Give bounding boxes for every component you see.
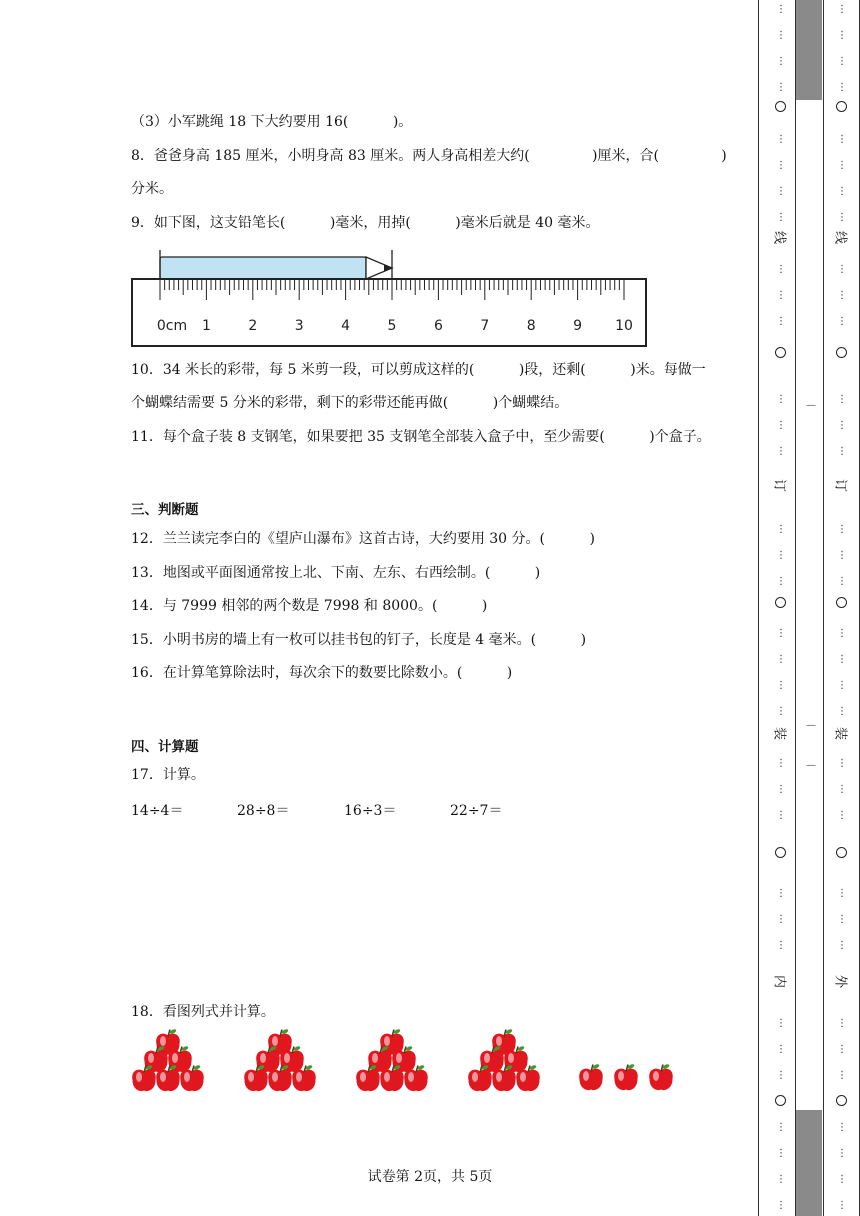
binding-column-inner <box>772 0 790 1216</box>
ruler-number-label: 4 <box>341 318 351 334</box>
binding-dots: ⋮ <box>837 1044 847 1055</box>
ruler-number-label: 3 <box>294 318 304 334</box>
binding-circle-icon <box>836 597 847 608</box>
binding-dash: — <box>806 760 816 771</box>
binding-dots: ⋮ <box>837 784 847 795</box>
binding-dots: ⋮ <box>837 524 847 535</box>
question-16: 16．在计算笔算除法时，每次余下的数要比除数小。( ) <box>131 665 513 681</box>
question-10-line2: 个蝴蝶结需要 5 分米的彩带，剩下的彩带还能再做( )个蝴蝶结。 <box>131 395 569 411</box>
binding-dots: ⋮ <box>776 758 786 769</box>
binding-circle-icon <box>836 347 847 358</box>
binding-dots: ⋮ <box>776 784 786 795</box>
binding-dots: ⋮ <box>837 264 847 275</box>
binding-dots: ⋮ <box>776 810 786 821</box>
binding-dots: ⋮ <box>837 706 847 717</box>
binding-circle-icon <box>836 1095 847 1106</box>
question-11: 11．每个盒子装 8 支钢笔，如果要把 35 支钢笔全部装入盒子中，至少需要( )个盒子。 <box>131 429 711 445</box>
binding-dots: ⋮ <box>776 1044 786 1055</box>
binding-dots: ⋮ <box>837 1122 847 1133</box>
binding-dots: ⋮ <box>776 680 786 691</box>
question-12: 12．兰兰读完李白的《望庐山瀑布》这首古诗，大约要用 30 分。( ) <box>131 531 595 547</box>
ruler-figure <box>130 248 650 348</box>
binding-dash: — <box>806 400 816 411</box>
binding-inner-border <box>795 0 824 1216</box>
binding-dots: ⋮ <box>837 420 847 431</box>
ruler-unit-label: 0cm <box>156 318 188 334</box>
binding-dots: ⋮ <box>776 1200 786 1211</box>
binding-dots: ⋮ <box>837 446 847 457</box>
binding-dots: ⋮ <box>776 940 786 951</box>
binding-circle-icon <box>836 101 847 112</box>
binding-dots: ⋮ <box>776 134 786 145</box>
ruler-number-label: 10 <box>615 318 633 334</box>
binding-dots: ⋮ <box>776 1174 786 1185</box>
binding-dots: ⋮ <box>776 446 786 457</box>
binding-dots: ⋮ <box>776 1070 786 1081</box>
apple-icon <box>649 1063 673 1090</box>
ruler-diagram <box>130 248 650 348</box>
binding-dots: ⋮ <box>837 1174 847 1185</box>
binding-circle-icon <box>775 101 786 112</box>
question-7-3: （3）小军跳绳 18 下大约要用 16( )。 <box>131 114 413 130</box>
binding-dots: ⋮ <box>837 212 847 223</box>
binding-dots: ⋮ <box>837 628 847 639</box>
question-10-line1: 10．34 米长的彩带，每 5 米剪一段，可以剪成这样的( )段，还剩( )米。每做一 <box>131 362 706 378</box>
binding-label-inner-3: 内 <box>771 974 787 988</box>
section-4-title: 四、计算题 <box>131 739 199 755</box>
binding-column-outer <box>833 0 851 1216</box>
binding-dots: ⋮ <box>776 420 786 431</box>
calc-item-2: 28÷8＝ <box>237 803 290 819</box>
binding-circle-icon <box>775 597 786 608</box>
binding-dots: ⋮ <box>776 550 786 561</box>
binding-dots: ⋮ <box>776 1122 786 1133</box>
binding-dots: ⋮ <box>776 576 786 587</box>
binding-dots: ⋮ <box>837 576 847 587</box>
binding-dots: ⋮ <box>776 212 786 223</box>
binding-dots: ⋮ <box>837 290 847 301</box>
ruler-number-label: 9 <box>573 318 583 334</box>
binding-dots: ⋮ <box>837 914 847 925</box>
binding-dots: ⋮ <box>776 4 786 15</box>
binding-dots: ⋮ <box>837 888 847 899</box>
binding-circle-icon <box>775 847 786 858</box>
ruler-number-label: 2 <box>248 318 258 334</box>
binding-dots: ⋮ <box>776 706 786 717</box>
binding-dots: ⋮ <box>837 394 847 405</box>
binding-dots: ⋮ <box>837 550 847 561</box>
calc-item-4: 22÷7＝ <box>450 803 503 819</box>
binding-dots: ⋮ <box>837 1018 847 1029</box>
page-footer: 试卷第 2页，共 5页 <box>367 1169 493 1185</box>
binding-dots: ⋮ <box>776 628 786 639</box>
binding-dots: ⋮ <box>837 134 847 145</box>
question-8-line1: 8．爸爸身高 185 厘米，小明身高 83 厘米。两人身高相差大约( )厘米，合( ) <box>131 148 727 164</box>
binding-dots: ⋮ <box>837 758 847 769</box>
binding-label-outer-0: 线 <box>832 230 848 244</box>
binding-dots: ⋮ <box>776 888 786 899</box>
binding-dots: ⋮ <box>837 810 847 821</box>
binding-dash: — <box>806 720 816 731</box>
pencil-drawing <box>160 257 392 279</box>
binding-dots: ⋮ <box>776 30 786 41</box>
binding-dots: ⋮ <box>776 524 786 535</box>
binding-dots: ⋮ <box>837 1200 847 1211</box>
binding-dots: ⋮ <box>776 316 786 327</box>
binding-dots: ⋮ <box>776 654 786 665</box>
binding-dots: ⋮ <box>776 160 786 171</box>
apple-icon <box>579 1063 603 1090</box>
binding-dots: ⋮ <box>837 56 847 67</box>
binding-dots: ⋮ <box>837 186 847 197</box>
binding-dots: ⋮ <box>837 160 847 171</box>
apple-figure <box>130 1028 690 1096</box>
binding-circle-icon <box>775 1095 786 1106</box>
binding-dots: ⋮ <box>837 654 847 665</box>
ruler-number-label: 6 <box>433 318 443 334</box>
calc-item-1: 14÷4＝ <box>131 803 184 819</box>
apple-diagram <box>130 1028 690 1096</box>
binding-dots: ⋮ <box>776 1148 786 1159</box>
binding-label-inner-0: 线 <box>771 230 787 244</box>
binding-label-inner-1: 订 <box>771 478 787 492</box>
ruler-number-label: 8 <box>526 318 536 334</box>
binding-circle-icon <box>836 847 847 858</box>
question-17: 17．计算。 <box>131 767 205 783</box>
binding-dots: ⋮ <box>776 1018 786 1029</box>
binding-label-outer-3: 外 <box>832 974 848 988</box>
binding-dots: ⋮ <box>776 394 786 405</box>
ruler-number-label: 1 <box>201 318 211 334</box>
apple-icon <box>614 1063 638 1090</box>
binding-dots: ⋮ <box>837 1148 847 1159</box>
binding-dots: ⋮ <box>837 30 847 41</box>
binding-dots: ⋮ <box>837 1070 847 1081</box>
question-18: 18．看图列式并计算。 <box>131 1004 275 1020</box>
binding-dots: ⋮ <box>776 56 786 67</box>
binding-dots: ⋮ <box>776 186 786 197</box>
binding-dots: ⋮ <box>776 290 786 301</box>
binding-circle-icon <box>775 347 786 358</box>
ruler-number-label: 5 <box>387 318 397 334</box>
binding-dots: ⋮ <box>837 680 847 691</box>
question-9: 9．如下图，这支铅笔长( )毫米，用掉( )毫米后就是 40 毫米。 <box>131 215 600 231</box>
question-13: 13．地图或平面图通常按上北、下南、左东、右西绘制。( ) <box>131 565 541 581</box>
binding-dots: ⋮ <box>776 914 786 925</box>
question-15: 15．小明书房的墙上有一枚可以挂书包的钉子，长度是 4 毫米。( ) <box>131 632 587 648</box>
binding-label-outer-1: 订 <box>832 478 848 492</box>
binding-dots: ⋮ <box>837 4 847 15</box>
question-14: 14．与 7999 相邻的两个数是 7998 和 8000。( ) <box>131 598 488 614</box>
binding-label-outer-2: 装 <box>832 726 848 740</box>
binding-label-inner-2: 装 <box>771 726 787 740</box>
binding-dots: ⋮ <box>776 264 786 275</box>
binding-dots: ⋮ <box>837 940 847 951</box>
binding-dots: ⋮ <box>837 82 847 93</box>
calc-item-3: 16÷3＝ <box>344 803 397 819</box>
ruler-number-label: 7 <box>480 318 490 334</box>
binding-dots: ⋮ <box>837 316 847 327</box>
section-3-title: 三、判断题 <box>131 502 199 518</box>
binding-dots: ⋮ <box>776 82 786 93</box>
question-8-line2: 分米。 <box>131 181 173 197</box>
